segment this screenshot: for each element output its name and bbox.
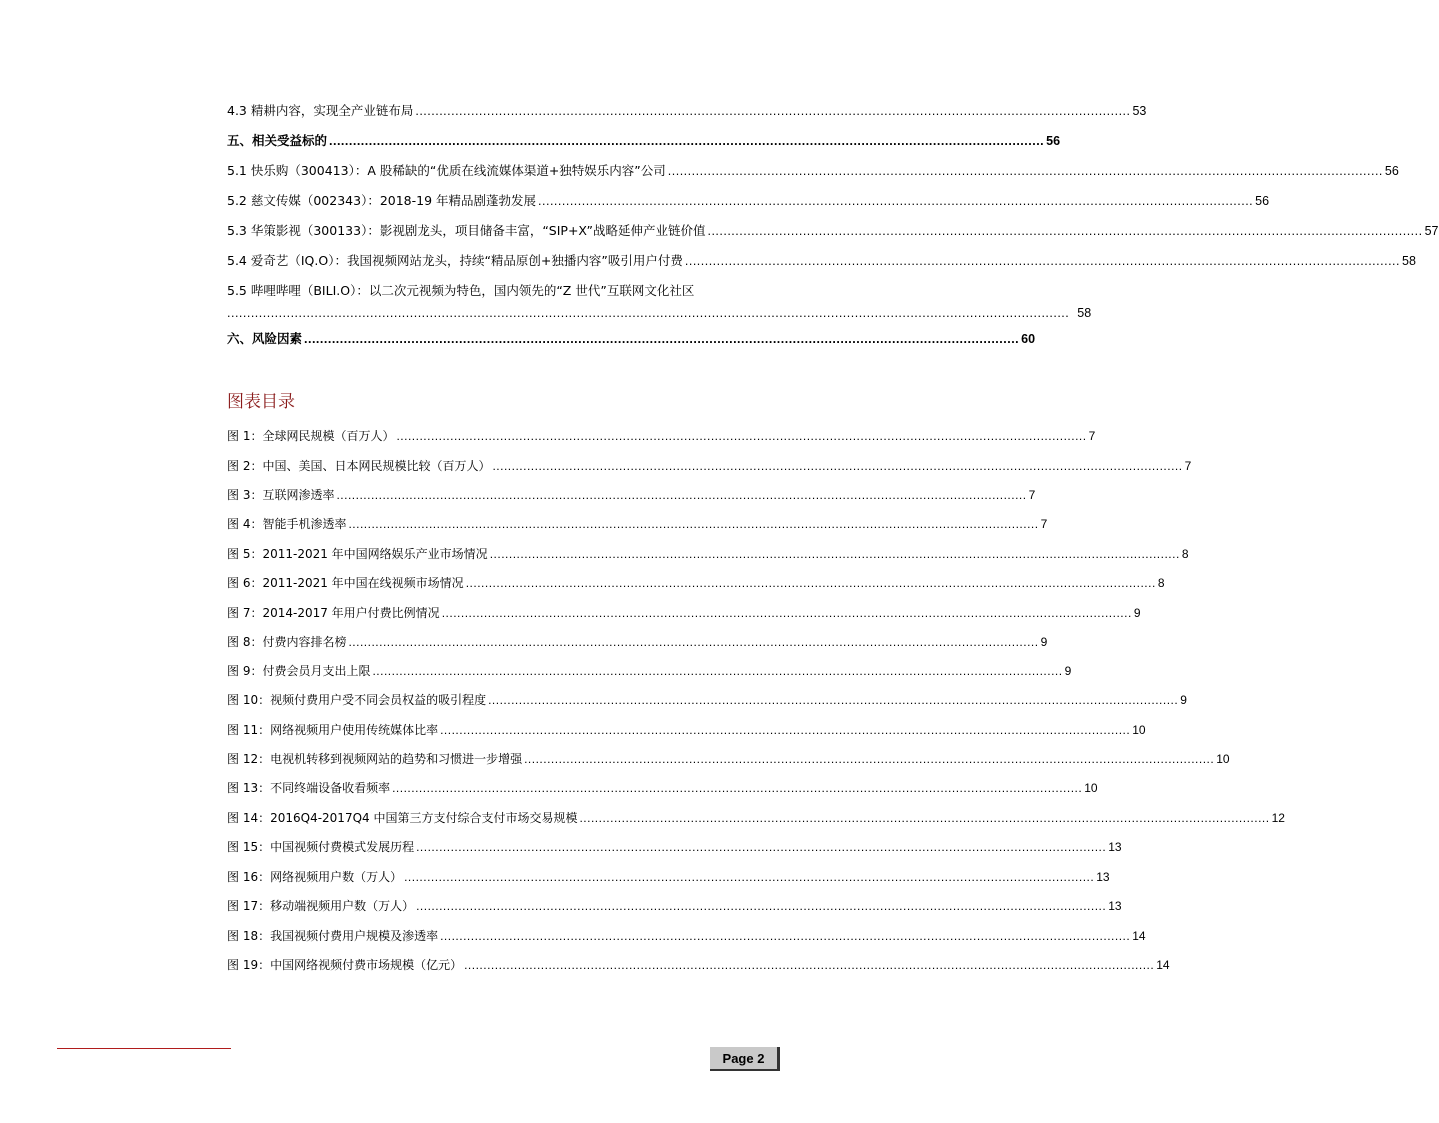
figure-entry[interactable]: [227, 458, 1192, 474]
leader-dots: ....................................................................................................................................................................................: [538, 194, 1254, 208]
figure-entry-page: 12: [1271, 811, 1285, 825]
figure-entry-title: 图 4：智能手机渗透率: [227, 517, 347, 531]
figure-entry-page: 9: [1180, 693, 1187, 707]
leader-dots: ....................................................................................................................................................................................: [667, 164, 1383, 178]
leader-dots: ....................................................................................................................................................................................: [440, 723, 1131, 737]
toc-entry-title: 六、风险因素: [227, 331, 303, 346]
figure-entry[interactable]: [227, 810, 1285, 826]
figure-entry[interactable]: [227, 634, 1048, 650]
figure-entry[interactable]: [227, 663, 1072, 679]
figure-entry[interactable]: [227, 575, 1165, 591]
footnote-divider: [57, 1048, 231, 1049]
figure-entry[interactable]: [227, 722, 1146, 738]
leader-dots: ....................................................................................................................................................................................: [488, 693, 1179, 707]
figure-entry-title: 图 8：付费内容排名榜: [227, 635, 347, 649]
leader-dots: ....................................................................................................................................................................................: [464, 958, 1155, 972]
leader-dots: ....................................................................................................................................................................................: [304, 332, 1020, 346]
leader-dots: ....................................................................................................................................................................................: [489, 547, 1180, 561]
toc-entry-page: 56: [1255, 194, 1270, 208]
figure-entry-title: 图 16：网络视频用户数（万人）: [227, 870, 403, 884]
figure-entry[interactable]: [227, 957, 1170, 973]
figure-entry-page: 9: [1133, 606, 1141, 620]
toc-entry-page: 58: [1402, 254, 1416, 268]
leader-dots: ....................................................................................................................................................................................: [329, 134, 1045, 148]
toc-entry-title: 五、相关受益标的: [227, 133, 328, 148]
figure-entry[interactable]: [227, 869, 1110, 885]
figure-entry[interactable]: [227, 839, 1122, 855]
leader-dots: ....................................................................................................................................................................................: [336, 488, 1027, 502]
toc-entry-title: 4.3 精耕内容，实现全产业链布局: [227, 103, 414, 118]
figure-entry-page: 13: [1108, 899, 1122, 913]
figure-entry-page: 13: [1108, 840, 1122, 854]
toc-entry-page: 56: [1384, 164, 1399, 178]
figure-entry-title: 图 11：网络视频用户使用传统媒体比率: [227, 723, 439, 737]
leader-dots: ....................................................................................................................................................................................: [404, 870, 1095, 884]
leader-dots: ....................................................................................................................................................................................: [372, 664, 1063, 678]
figure-entry-title: 图 7：2014-2017 年用户付费比例情况: [227, 606, 440, 620]
leader-dots: ....................................................................................................................................................................................: [465, 576, 1156, 590]
figure-entry[interactable]: [227, 928, 1146, 944]
leader-dots: ....................................................................................................................................................................................................................: [227, 306, 1070, 320]
figure-entry-page: 10: [1216, 752, 1230, 766]
figure-entry[interactable]: [227, 487, 1036, 503]
figure-entry-title: 图 12：电视机转移到视频网站的趋势和习惯进一步增强: [227, 752, 523, 766]
leader-dots: ....................................................................................................................................................................................: [707, 224, 1423, 238]
figure-entry-title: 图 19：中国网络视频付费市场规模（亿元）: [227, 958, 463, 972]
leader-dots: ....................................................................................................................................................................................: [396, 429, 1087, 443]
figure-entry-page: 7: [1184, 459, 1192, 473]
figure-entry-page: 7: [1040, 517, 1048, 531]
figure-entry[interactable]: [227, 692, 1187, 708]
leader-dots: ....................................................................................................................................................................................: [524, 752, 1215, 766]
figure-entry-page: 7: [1088, 429, 1096, 443]
page-number-badge: [710, 1047, 780, 1071]
leader-dots: ....................................................................................................................................................................................: [415, 104, 1131, 118]
figure-entry-title: 图 10：视频付费用户受不同会员权益的吸引程度: [227, 693, 487, 707]
leader-dots: ....................................................................................................................................................................................: [579, 811, 1270, 825]
figure-entry-page: 7: [1028, 488, 1036, 502]
toc-entry[interactable]: [227, 133, 1061, 149]
toc-entry-page: 58: [1077, 306, 1092, 320]
leader-dots: ....................................................................................................................................................................................: [441, 606, 1132, 620]
figure-entry-page: 13: [1096, 870, 1110, 884]
figure-entry-title: 图 3：互联网渗透率: [227, 488, 335, 502]
figure-entry[interactable]: [227, 605, 1141, 621]
toc-entry[interactable]: [227, 253, 1416, 269]
toc-entry-title: 5.2 慈文传媒（002343）：2018-19 年精品剧蓬勃发展: [227, 193, 537, 208]
toc-entry-title: 5.1 快乐购（300413）：A 股稀缺的“优质在线流媒体渠道+独特娱乐内容”公司: [227, 163, 666, 178]
toc-entry[interactable]: [227, 163, 1399, 179]
leader-dots: ....................................................................................................................................................................................: [440, 929, 1131, 943]
figure-entry[interactable]: [227, 898, 1122, 914]
leader-dots: ....................................................................................................................................................................................: [348, 517, 1039, 531]
figure-entry-title: 图 6：2011-2021 年中国在线视频市场情况: [227, 576, 464, 590]
figure-entry[interactable]: [227, 780, 1098, 796]
figure-entry-page: 10: [1084, 781, 1098, 795]
toc-entry[interactable]: [227, 331, 1036, 347]
figure-entry-page: 14: [1132, 929, 1146, 943]
figure-entry-title: 图 2：中国、美国、日本网民规模比较（百万人）: [227, 459, 491, 473]
figure-entry-page: 9: [1064, 664, 1072, 678]
figures-heading: 图表目录: [227, 392, 295, 412]
figure-entry-title: 图 15：中国视频付费模式发展历程: [227, 840, 415, 854]
toc-entry-title: 5.5 哔哩哔哩（BILI.O）：以二次元视频为特色，国内领先的“Z 世代”互联网文化社区: [227, 283, 695, 298]
leader-dots: ....................................................................................................................................................................................: [416, 840, 1107, 854]
leader-dots: ....................................................................................................................................................................................: [684, 254, 1400, 268]
toc-entry-page: 57: [1424, 224, 1439, 238]
toc-entry[interactable]: [227, 103, 1147, 119]
figure-entry-title: 图 17：移动端视频用户数（万人）: [227, 899, 415, 913]
figure-entry-page: 14: [1156, 958, 1170, 972]
figure-entry-title: 图 13：不同终端设备收看频率: [227, 781, 391, 795]
leader-dots: ....................................................................................................................................................................................: [392, 781, 1083, 795]
page-number-label: Page 2: [722, 1050, 765, 1066]
figure-entry-title: 图 9：付费会员月支出上限: [227, 664, 371, 678]
toc-entry-title: 5.4 爱奇艺（IQ.O）：我国视频网站龙头，持续“精品原创+独播内容”吸引用户付费: [227, 253, 683, 268]
toc-entry-page: 60: [1021, 332, 1036, 346]
toc-entry[interactable]: [227, 223, 1439, 239]
figure-entry[interactable]: [227, 546, 1189, 562]
toc-entry-page: 53: [1132, 104, 1147, 118]
figure-entry-page: 9: [1040, 635, 1048, 649]
toc-entry-continuation[interactable]: [227, 305, 1092, 321]
figure-entry[interactable]: [227, 428, 1096, 444]
figure-entry-title: 图 18：我国视频付费用户规模及渗透率: [227, 929, 439, 943]
leader-dots: ....................................................................................................................................................................................: [348, 635, 1039, 649]
figure-entry-title: 图 5：2011-2021 年中国网络娱乐产业市场情况: [227, 547, 488, 561]
figure-entry[interactable]: [227, 516, 1048, 532]
figure-entry-page: 8: [1181, 547, 1189, 561]
toc-entry[interactable]: [227, 193, 1270, 209]
toc-entry-page: 56: [1046, 134, 1061, 148]
figure-entry-title: 图 1：全球网民规模（百万人）: [227, 429, 395, 443]
figure-entry-page: 10: [1132, 723, 1146, 737]
figure-entry[interactable]: [227, 751, 1230, 767]
leader-dots: ....................................................................................................................................................................................: [492, 459, 1183, 473]
toc-entry[interactable]: [227, 283, 787, 299]
figure-entry-title: 图 14：2016Q4-2017Q4 中国第三方支付综合支付市场交易规模: [227, 811, 578, 825]
figure-entry-page: 8: [1157, 576, 1165, 590]
leader-dots: ....................................................................................................................................................................................: [416, 899, 1107, 913]
toc-entry-title: 5.3 华策影视（300133）：影视剧龙头，项目储备丰富，“SIP+X”战略延伸产业链价值: [227, 223, 706, 238]
